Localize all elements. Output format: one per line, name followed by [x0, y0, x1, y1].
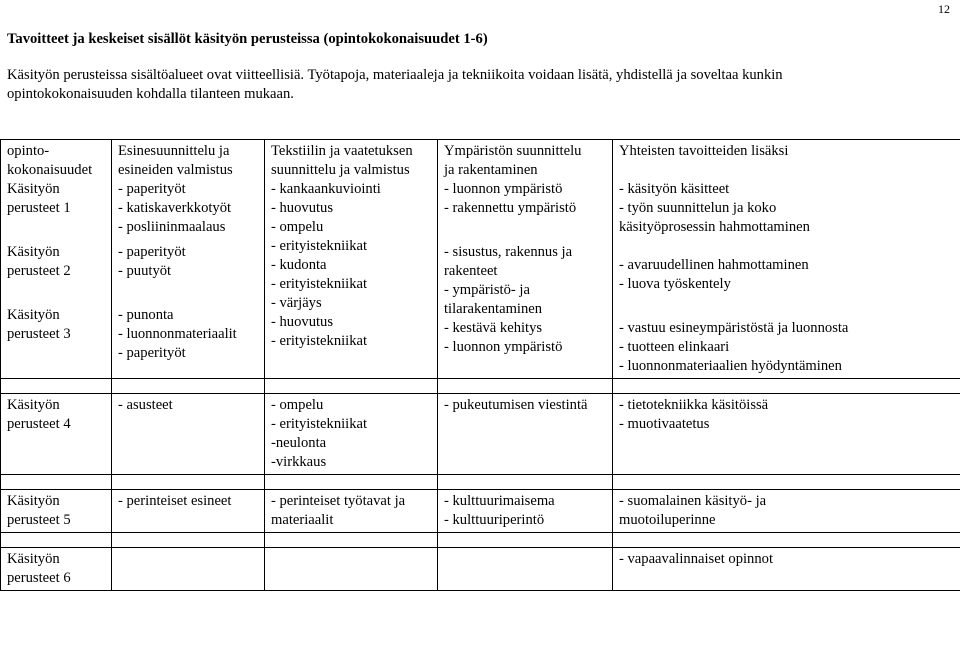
header-col1: kokonaisuudet [7, 162, 93, 178]
row-name: perusteet 2 [7, 263, 71, 279]
cell-col2 [112, 394, 265, 475]
list-item: -virkkaus [271, 454, 327, 470]
list-item: - ompelu [271, 397, 324, 413]
list-item: - työn suunnittelun ja koko [619, 200, 777, 216]
page-number: 12 [938, 2, 950, 16]
row-name: perusteet 6 [7, 570, 71, 586]
cell-col2 [112, 140, 265, 379]
row-name: perusteet 1 [7, 200, 71, 216]
row-name: perusteet 5 [7, 512, 71, 528]
list-item: - huovutus [271, 200, 334, 216]
intro-line: opintokokonaisuuden kohdalla tilanteen mukaan. [7, 86, 294, 102]
list-item: - katiskaverkkotyöt [118, 200, 232, 216]
row-name: perusteet 3 [7, 326, 71, 342]
cell-col4 [438, 548, 613, 591]
cell-col5 [613, 490, 960, 533]
list-item: - huovutus [271, 314, 334, 330]
list-item: - posliininmaalaus [118, 219, 226, 235]
row-name-cell [1, 548, 112, 591]
header-col4: ja rakentaminen [444, 162, 538, 178]
list-item: - pukeutumisen viestintä [444, 397, 588, 413]
list-item: - suomalainen käsityö- ja [619, 493, 767, 509]
list-item: - erityistekniikat [271, 276, 368, 292]
header-col2: Esinesuunnittelu ja [118, 143, 230, 159]
list-item: - tuotteen elinkaari [619, 339, 730, 355]
cell-col2 [112, 548, 265, 591]
header-col3: Tekstiilin ja vaatetuksen [271, 143, 413, 159]
table-row [1, 394, 960, 475]
header-col4: Ympäristön suunnittelu [444, 143, 582, 159]
list-item: - käsityön käsitteet [619, 181, 730, 197]
list-item: - kudonta [271, 257, 327, 273]
list-item: - paperityöt [118, 345, 186, 361]
list-item: - vapaavalinnaiset opinnot [619, 551, 773, 567]
list-item: - kulttuurimaisema [444, 493, 555, 509]
list-item: - puutyöt [118, 263, 172, 279]
list-item: muotoiluperinne [619, 512, 716, 528]
cell-col5 [613, 394, 960, 475]
row-name-cell [1, 490, 112, 533]
list-item: - perinteiset työtavat ja [271, 493, 406, 509]
row-name: perusteet 4 [7, 416, 71, 432]
intro-paragraph [7, 66, 947, 104]
list-item: - tietotekniikka käsitöissä [619, 397, 769, 413]
cell-col3 [265, 394, 438, 475]
list-item: - rakennettu ympäristö [444, 200, 577, 216]
cell-col4 [438, 140, 613, 379]
cell-col5 [613, 548, 960, 591]
row-name: Käsityön [7, 181, 60, 197]
cell-col2 [112, 490, 265, 533]
row-name: Käsityön [7, 493, 60, 509]
list-item: - värjäys [271, 295, 322, 311]
cell-col3 [265, 548, 438, 591]
list-item: - luonnonmateriaalien hyödyntäminen [619, 358, 842, 374]
list-item: - ompelu [271, 219, 324, 235]
list-item: - erityistekniikat [271, 416, 368, 432]
list-item: - perinteiset esineet [118, 493, 232, 509]
list-item: - kestävä kehitys [444, 320, 543, 336]
list-item: käsityöprosessin hahmottaminen [619, 219, 810, 235]
list-item: - kulttuuriperintö [444, 512, 545, 528]
list-item: - erityistekniikat [271, 333, 368, 349]
row-name: Käsityön [7, 397, 60, 413]
list-item: - avaruudellinen hahmottaminen [619, 257, 809, 273]
list-item: - punonta [118, 307, 174, 323]
intro-line: Käsityön perusteissa sisältöalueet ovat viitteellisiä. Työtapoja, materiaaleja ja tekniikoita voidaan lisätä, yhdistellä ja soveltaa kunkin [7, 67, 783, 83]
page-title: Tavoitteet ja keskeiset sisällöt käsityön perusteissa (opintokokonaisuudet 1-6) [7, 31, 488, 47]
cell-col5 [613, 140, 960, 379]
list-item: - paperityöt [118, 181, 186, 197]
list-item: - paperityöt [118, 244, 186, 260]
content-table [0, 139, 960, 591]
header-col3: suunnittelu ja valmistus [271, 162, 410, 178]
list-item: -neulonta [271, 435, 327, 451]
cell-col4 [438, 490, 613, 533]
list-item: - luova työskentely [619, 276, 731, 292]
header-col1: opinto- [7, 143, 50, 159]
list-item: - luonnon ympäristö [444, 181, 563, 197]
table-block-main [1, 140, 960, 379]
list-item: - asusteet [118, 397, 173, 413]
list-item: - sisustus, rakennus ja [444, 244, 573, 260]
list-item: - muotivaatetus [619, 416, 710, 432]
list-item: - luonnonmateriaalit [118, 326, 237, 342]
list-item: - ympäristö- ja [444, 282, 530, 298]
row-name: Käsityön [7, 551, 60, 567]
row-name: Käsityön [7, 244, 60, 260]
row-name: Käsityön [7, 307, 60, 323]
list-item: - erityistekniikat [271, 238, 368, 254]
cell-col3 [265, 490, 438, 533]
cell-col1 [1, 140, 112, 379]
table-row [1, 548, 960, 591]
cell-col4 [438, 394, 613, 475]
cell-col3 [265, 140, 438, 379]
list-item: - kankaankuviointi [271, 181, 381, 197]
header-col5: Yhteisten tavoitteiden lisäksi [619, 143, 789, 159]
list-item: tilarakentaminen [444, 301, 543, 317]
list-item: - luonnon ympäristö [444, 339, 563, 355]
list-item: materiaalit [271, 512, 334, 528]
list-item: - vastuu esineympäristöstä ja luonnosta [619, 320, 849, 336]
list-item: rakenteet [444, 263, 498, 279]
table-row [1, 490, 960, 533]
header-col2: esineiden valmistus [118, 162, 233, 178]
row-name-cell [1, 394, 112, 475]
